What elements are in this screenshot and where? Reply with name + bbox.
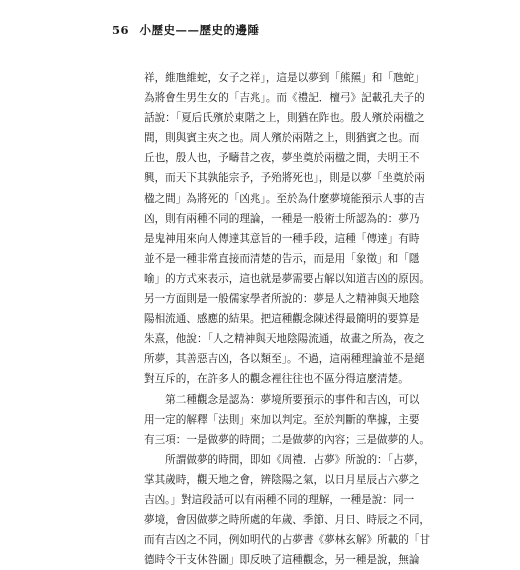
page-number: 56 [112,23,130,37]
text-line: 夢境，會因做夢之時所處的年歲、季節、月日、時辰之不同， [144,514,431,527]
text-line: 朱熹，他說：「人之精神與天地陰陽流通，故畫之所為，夜之 [144,333,425,346]
text-line: 喻」的方式來表示，這也就是夢需要占解以知道吉凶的原因。 [144,272,431,285]
text-line: 對互斥的，在許多人的觀念裡往往也不區分得這麼清楚。 [144,373,409,386]
text-line: 所謂做夢的時間，即如《周禮．占夢》所說的：「占夢， [144,453,425,466]
text-line: 是鬼神用來向人傳達其意旨的一種手段，這種「傳達」有時 [144,232,420,245]
text-line: 第二種觀念是認為：夢境所要預示的事件和吉凶，可以 [144,393,420,406]
text-line: 丘也，殷人也，予疇昔之夜，夢坐奠於兩楹之間，夫明王不 [144,152,420,165]
text-line: 用一定的解釋「法則」來加以判定。至於判斷的準據，主要 [144,413,420,426]
text-line: 興，而天下其孰能宗予，予殆將死也」，則是以夢「坐奠於兩 [144,172,425,185]
text-line: 而有吉凶之不同，例如明代的占夢書《夢林玄解》所載的「甘 [144,534,431,547]
text-line: 為將會生男生女的「吉兆」。而《禮記．檀弓》記載孔夫子的 [144,92,425,105]
text-line: 凶，則有兩種不同的理論，一種是一般術士所認為的：夢乃 [144,212,420,225]
text-line: 吉凶。」對這段話可以有兩種不同的理解，一種是說：同一 [144,493,415,506]
text-line: 另一方面則是一般儒家學者所說的：夢是人之精神與天地陰 [144,293,420,306]
text-line: 祥，維虺維蛇，女子之祥」，這是以夢到「熊羆」和「虺蛇」 [144,72,425,84]
body-text [144,68,431,570]
book-title: 小歷史——歷史的邊陲 [139,23,260,37]
text-line: 有三項：一是做夢的時間；二是做夢的內容；三是做夢的人。 [144,433,431,446]
text-line: 陽相流通、感應的結果。把這種觀念陳述得最簡明的要算是 [144,313,420,326]
text-line: 間，則與賓主夾之也。周人殯於兩階之上，則猶賓之也。而 [144,132,420,145]
text-line: 掌其歲時，觀天地之會，辨陰陽之氣，以日月星辰占六夢之 [144,473,420,486]
text-line: 話說：「夏后氏殯於東階之上，則猶在阼也。殷人殯於兩楹之 [144,112,425,125]
text-line: 所夢，其善惡吉凶，各以類至」。不過，這兩種理論並不是絕 [144,353,425,366]
text-line: 德時令干支休咎圖」即反映了這種觀念，另一種是說，無論 [144,554,420,567]
running-header [112,22,260,38]
text-line: 楹之間」為將死的「凶兆」。至於為什麼夢境能預示人事的吉 [144,192,425,205]
text-line: 並不是一種非常直接而清楚的告示，而是用「象徵」和「隱 [144,252,420,265]
